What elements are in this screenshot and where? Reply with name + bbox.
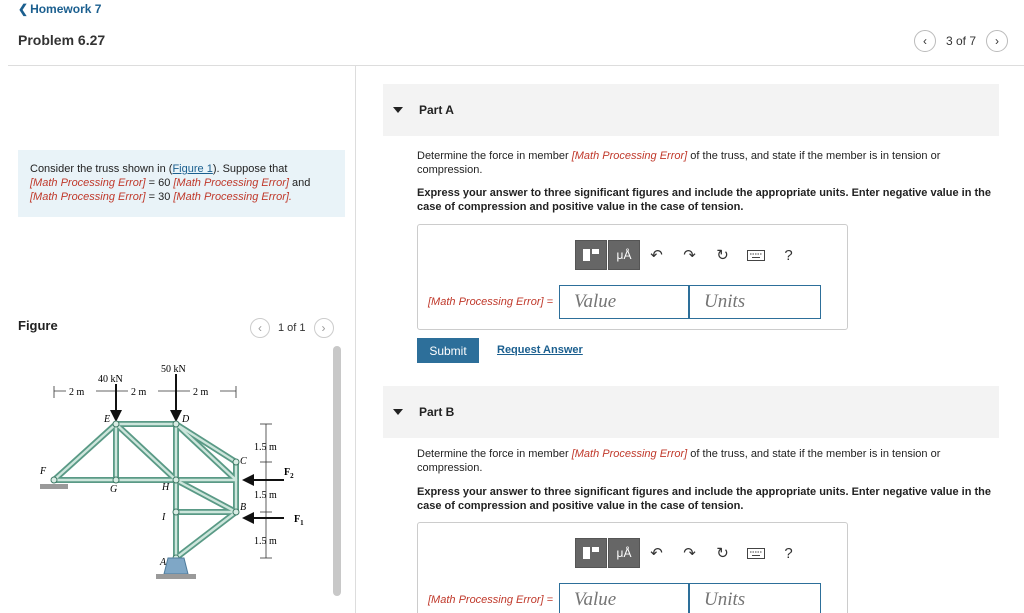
node-label: I bbox=[162, 512, 166, 523]
part-a-instruction: Express your answer to three significant figures and include the appropriate units. Enter negative value in the case of compression and positive value in the case of tension. bbox=[417, 187, 991, 213]
figure-heading: Figure bbox=[18, 318, 58, 333]
request-answer-link[interactable]: Request Answer bbox=[497, 344, 583, 356]
node-label: D bbox=[182, 414, 190, 425]
mu-angstrom-icon: μÅ bbox=[616, 248, 632, 262]
part-b-title: Part B bbox=[419, 405, 455, 419]
node-label: B bbox=[240, 502, 247, 513]
figure-pager bbox=[250, 318, 334, 338]
support-a-ground bbox=[156, 574, 196, 579]
math-error: [Math Processing Error] bbox=[30, 191, 146, 203]
load-50-label: 50 kN bbox=[161, 364, 186, 375]
dim-label: 1.5 m bbox=[254, 536, 277, 547]
figure-scrollbar[interactable] bbox=[333, 346, 341, 596]
intro-text: Consider the truss shown in ( bbox=[30, 163, 173, 175]
math-toolbar bbox=[575, 538, 805, 568]
dim-label: 2 m bbox=[193, 387, 209, 398]
previous-figure-button[interactable] bbox=[250, 318, 270, 338]
and-text: and bbox=[288, 177, 311, 189]
dim-label: 1.5 m bbox=[254, 490, 277, 501]
load-40-label: 40 kN bbox=[98, 374, 123, 385]
header-divider bbox=[8, 65, 1024, 66]
node-label: G bbox=[110, 484, 118, 495]
truss-figure bbox=[28, 358, 328, 590]
units-symbol-button[interactable] bbox=[608, 538, 640, 568]
figure-pager-text: 1 of 1 bbox=[278, 322, 306, 334]
equals-text: = 30 bbox=[145, 191, 174, 203]
units-input[interactable] bbox=[689, 285, 821, 319]
truss-joints bbox=[51, 421, 239, 561]
value-input[interactable] bbox=[559, 285, 689, 319]
problem-statement bbox=[18, 150, 345, 217]
chevron-right-icon: › bbox=[995, 34, 999, 48]
chevron-left-icon: ‹ bbox=[922, 34, 927, 48]
dim-label: 2 m bbox=[69, 387, 85, 398]
template-button[interactable] bbox=[575, 538, 607, 568]
math-error: [Math Processing Error] bbox=[173, 177, 289, 189]
math-error: [Math Processing Error] bbox=[30, 177, 146, 189]
chevron-right-icon: › bbox=[321, 321, 326, 335]
problem-pager-text: 3 of 7 bbox=[945, 34, 976, 48]
part-a-header[interactable] bbox=[383, 84, 999, 136]
reset-button[interactable] bbox=[706, 538, 739, 568]
math-error: [Math Processing Error] bbox=[173, 191, 289, 203]
mu-angstrom-icon: μÅ bbox=[616, 546, 632, 560]
keyboard-button[interactable] bbox=[739, 240, 772, 270]
node-label: C bbox=[240, 456, 247, 467]
help-button[interactable] bbox=[772, 240, 805, 270]
keyboard-button[interactable] bbox=[739, 538, 772, 568]
question-text: Determine the force in member bbox=[417, 150, 569, 162]
redo-button[interactable] bbox=[673, 538, 706, 568]
undo-icon: ↶ bbox=[650, 545, 663, 562]
help-button[interactable] bbox=[772, 538, 805, 568]
template-button[interactable] bbox=[575, 240, 607, 270]
next-problem-button[interactable] bbox=[986, 30, 1008, 52]
part-a-title: Part A bbox=[419, 103, 454, 117]
keyboard-icon bbox=[747, 548, 765, 559]
undo-button[interactable] bbox=[640, 538, 673, 568]
node-label: H bbox=[162, 482, 170, 493]
undo-button[interactable] bbox=[640, 240, 673, 270]
problem-title: Problem 6.27 bbox=[18, 32, 106, 48]
redo-button[interactable] bbox=[673, 240, 706, 270]
back-to-homework-link[interactable] bbox=[18, 2, 101, 16]
math-error: [Math Processing Error] bbox=[571, 448, 688, 460]
part-b-header[interactable] bbox=[383, 386, 999, 438]
part-a-question bbox=[417, 149, 997, 177]
truss-members-highlight bbox=[54, 424, 236, 558]
reset-button[interactable] bbox=[706, 240, 739, 270]
answer-row bbox=[428, 583, 821, 613]
units-input[interactable] bbox=[689, 583, 821, 613]
part-b-question bbox=[417, 447, 997, 475]
chevron-left-icon: ❮ bbox=[18, 2, 29, 16]
support-a bbox=[164, 558, 188, 574]
reset-icon: ↻ bbox=[716, 545, 729, 562]
part-b-answer-box bbox=[417, 522, 848, 613]
back-link-label: Homework 7 bbox=[30, 2, 102, 16]
answer-label: [Math Processing Error] = bbox=[428, 296, 554, 308]
value-input[interactable] bbox=[559, 583, 689, 613]
equals-text: = 60 bbox=[145, 177, 174, 189]
template-icon bbox=[582, 546, 600, 560]
intro-text: ). Suppose that bbox=[212, 163, 288, 175]
force-f2-label: $F_2$ bbox=[284, 467, 294, 480]
collapse-triangle-icon bbox=[393, 107, 403, 113]
question-text: of the truss, and state if the member is in tension or compression. bbox=[417, 150, 941, 176]
figure-1-link[interactable]: Figure 1 bbox=[172, 163, 213, 175]
part-a-answer-box bbox=[417, 224, 848, 330]
part-b-instruction: Express your answer to three significant figures and include the appropriate units. Enter negative value in the case of compression and positive value in the case of tension. bbox=[417, 486, 991, 512]
dim-label: 1.5 m bbox=[254, 442, 277, 453]
collapse-triangle-icon bbox=[393, 409, 403, 415]
submit-button[interactable]: Submit bbox=[417, 338, 479, 363]
next-figure-button[interactable] bbox=[314, 318, 334, 338]
column-divider bbox=[355, 66, 356, 613]
force-f1-label: $F_1$ bbox=[294, 514, 304, 527]
dim-label: 2 m bbox=[131, 387, 147, 398]
answer-label: [Math Processing Error] = bbox=[428, 594, 554, 606]
node-label: E bbox=[104, 414, 111, 425]
template-icon bbox=[582, 248, 600, 262]
chevron-left-icon: ‹ bbox=[258, 321, 262, 335]
node-label: A bbox=[160, 557, 167, 568]
previous-problem-button[interactable] bbox=[914, 30, 936, 52]
redo-icon: ↷ bbox=[683, 247, 696, 264]
question-text: of the truss, and state if the member is in tension or compression. bbox=[417, 448, 941, 474]
question-text: Determine the force in member bbox=[417, 448, 569, 460]
keyboard-icon bbox=[747, 250, 765, 261]
help-icon: ? bbox=[784, 246, 793, 264]
node-label: F bbox=[40, 466, 47, 477]
period-text: . bbox=[288, 191, 292, 203]
reset-icon: ↻ bbox=[716, 247, 729, 264]
math-error: [Math Processing Error] bbox=[571, 150, 688, 162]
redo-icon: ↷ bbox=[683, 545, 696, 562]
help-icon: ? bbox=[784, 544, 793, 562]
problem-pager bbox=[914, 30, 1008, 52]
support-f bbox=[40, 484, 68, 489]
math-toolbar bbox=[575, 240, 805, 270]
answer-row bbox=[428, 285, 821, 319]
units-symbol-button[interactable] bbox=[608, 240, 640, 270]
undo-icon: ↶ bbox=[650, 247, 663, 264]
